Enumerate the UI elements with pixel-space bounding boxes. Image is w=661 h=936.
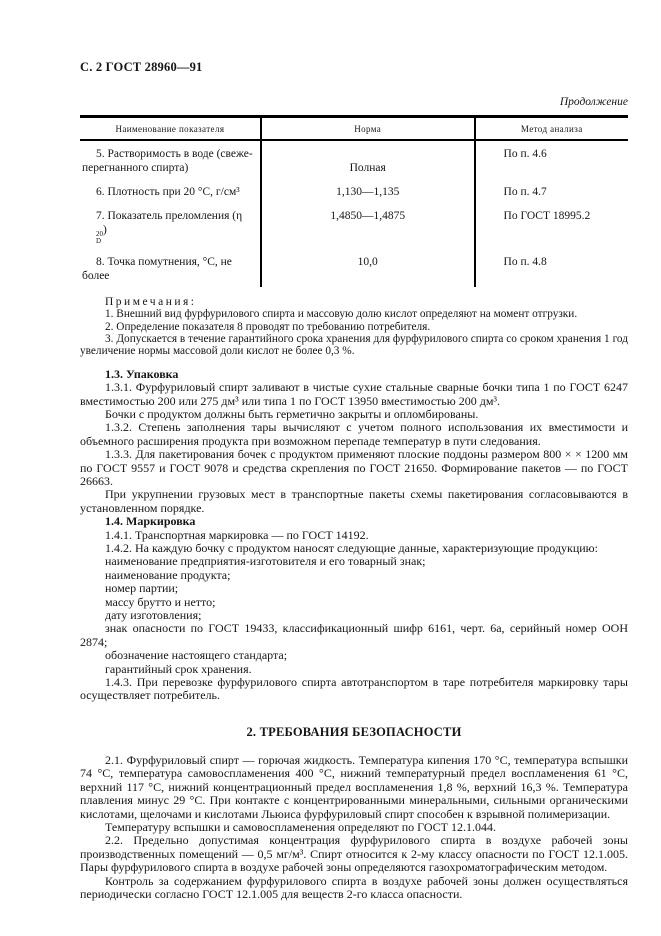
- paragraph: 1.4.1. Транспортная маркировка — по ГОСТ 14192.: [105, 527, 369, 542]
- table-row: [80, 140, 628, 179]
- row-name: 6. Плотность при 20 °С, г/см³: [96, 186, 240, 199]
- marking-item: знак опасности по ГОСТ 19433, классификационный шифр 6161, черт. 6а, серийный номер ООН 2874;: [80, 621, 628, 649]
- note-item: 1. Внешний вид фурфурилового спирта и массовую долю кислот определяют на момент отгрузки.: [105, 308, 578, 321]
- row-name: 8. Точка помутнения, °С, не более: [82, 256, 232, 283]
- paragraph: 1.4.2. На каждую бочку с продуктом наносят следующие данные, характеризующие продукцию:: [105, 541, 598, 555]
- safety-section-heading: 2. ТРЕБОВАНИЯ БЕЗОПАСНОСТИ: [246, 724, 462, 739]
- page-header: С. 2 ГОСТ 28960—91: [80, 60, 203, 74]
- row-norm: 10,0: [261, 249, 475, 287]
- row-method: По п. 4.7: [475, 179, 628, 203]
- column-header-name: Наименование показателя: [115, 124, 225, 134]
- row-norm: 1,130—1,135: [261, 179, 475, 203]
- paragraph: 2.2. Предельно допустимая концентрация фурфурилового спирта в воздухе рабочей зоны производственных помещений — 0,5 мг/м³. Спирт относится к 2-му классу опасности по ГОСТ 12.1.005. Пары фурфурилового спирта в воздухе рабочей зоны определяются газохроматографическим методом.: [80, 833, 628, 875]
- continuation-label: Продолжение: [559, 96, 628, 108]
- notes-heading: Примечания:: [105, 296, 197, 309]
- paragraph: При укрупнении грузовых мест в транспортные пакеты схемы пакетирования согласовываются в установленном порядке.: [80, 487, 628, 515]
- section-heading-marking: 1.4. Маркировка: [105, 514, 196, 529]
- marking-item: массу брутто и нетто;: [105, 594, 216, 609]
- row-name: 7. Показатель преломления (η 20 D ): [80, 203, 261, 249]
- paragraph: Контроль за содержанием фурфурилового спирта в воздухе рабочей зоны должен осуществляться периодически согласно ГОСТ 12.1.005 для веществ 2-го класса опасности.: [80, 873, 628, 901]
- table-header-row: [80, 117, 628, 141]
- paragraph: 2.1. Фурфуриловый спирт — горючая жидкость. Температура кипения 170 °С, температура вспышки 74 °С, температура самовоспламенения 400 °С, нижний температурный предел воспламенения 61 °С, верхний 117 °С, нижний концентрационный предел воспламенения 1,8 %, верхний 16,3 %. Температура плавления минус 29 °С. При контакте с концентрированными минеральными, сильными органическими кислотами, щелочами и кислотами Льюиса фурфуриловый спирт способен к взрывной полимеризации.: [80, 752, 628, 821]
- marking-item: наименование продукта;: [105, 567, 231, 582]
- paragraph: 1.4.3. При перевозке фурфурилового спирта автотранспортом в таре потребителя маркировку тары осуществляет потребитель.: [80, 675, 628, 703]
- refraction-index-formula: (η 20 D ): [96, 210, 243, 246]
- column-header-norm: Норма: [261, 117, 475, 141]
- section-heading-packing: 1.3. Упаковка: [105, 366, 179, 381]
- marking-item: обозначение настоящего стандарта;: [105, 648, 288, 663]
- marking-item: гарантийный срок хранения.: [105, 661, 252, 676]
- paragraph: 1.3.2. Степень заполнения тары вычисляют с учетом полного использования их вместимости и объемного расширения продукта при возможном перепаде температур в пути следования.: [80, 420, 628, 448]
- paragraph: Температуру вспышки и самовоспламенения определяют по ГОСТ 12.1.044.: [105, 819, 496, 834]
- marking-item: номер партии;: [105, 581, 179, 596]
- note-item: 2. Определение показателя 8 проводят по требованию потребителя.: [105, 320, 431, 333]
- row-method: По ГОСТ 18995.2: [475, 203, 628, 249]
- row-method: По п. 4.8: [475, 249, 628, 287]
- table-row: [80, 249, 628, 287]
- table-row: [80, 203, 628, 249]
- notes-block: [80, 296, 628, 358]
- spec-table: [80, 115, 628, 287]
- paragraph: Бочки с продуктом должны быть герметично закрыты и опломбированы.: [105, 406, 479, 421]
- column-header-method: Метод анализа: [475, 117, 628, 141]
- paragraph: 1.3.3. Для пакетирования бочек с продуктом применяют плоские поддоны размером 800 × × 1200 мм по ГОСТ 9557 и ГОСТ 9078 и средства скрепления по ГОСТ 21650. Формирование пакетов — по ГОСТ 26663.: [80, 447, 628, 488]
- row-norm: Полная: [261, 140, 475, 179]
- row-name: 5. Растворимость в воде (свеже-перегнанного спирта): [82, 148, 253, 175]
- table-row: [80, 179, 628, 203]
- marking-item: наименование предприятия-изготовителя и его товарный знак;: [105, 554, 426, 569]
- note-item: 3. Допускается в течение гарантийного срока хранения для фурфурилового спирта со сроком хранения 1 год увеличение нормы массовой доли кислот не более 0,3 %.: [80, 332, 628, 358]
- marking-item: дату изготовления;: [105, 608, 202, 623]
- row-method: По п. 4.6: [475, 140, 628, 179]
- row-norm: 1,4850—1,4875: [261, 203, 475, 249]
- paragraph: 1.3.1. Фурфуриловый спирт заливают в чистые сухие стальные сварные бочки типа 1 по ГОСТ 6247 вместимостью 200 или 275 дм³ или типа 1 по ГОСТ 13950 вместимостью 200 дм³.: [80, 380, 628, 408]
